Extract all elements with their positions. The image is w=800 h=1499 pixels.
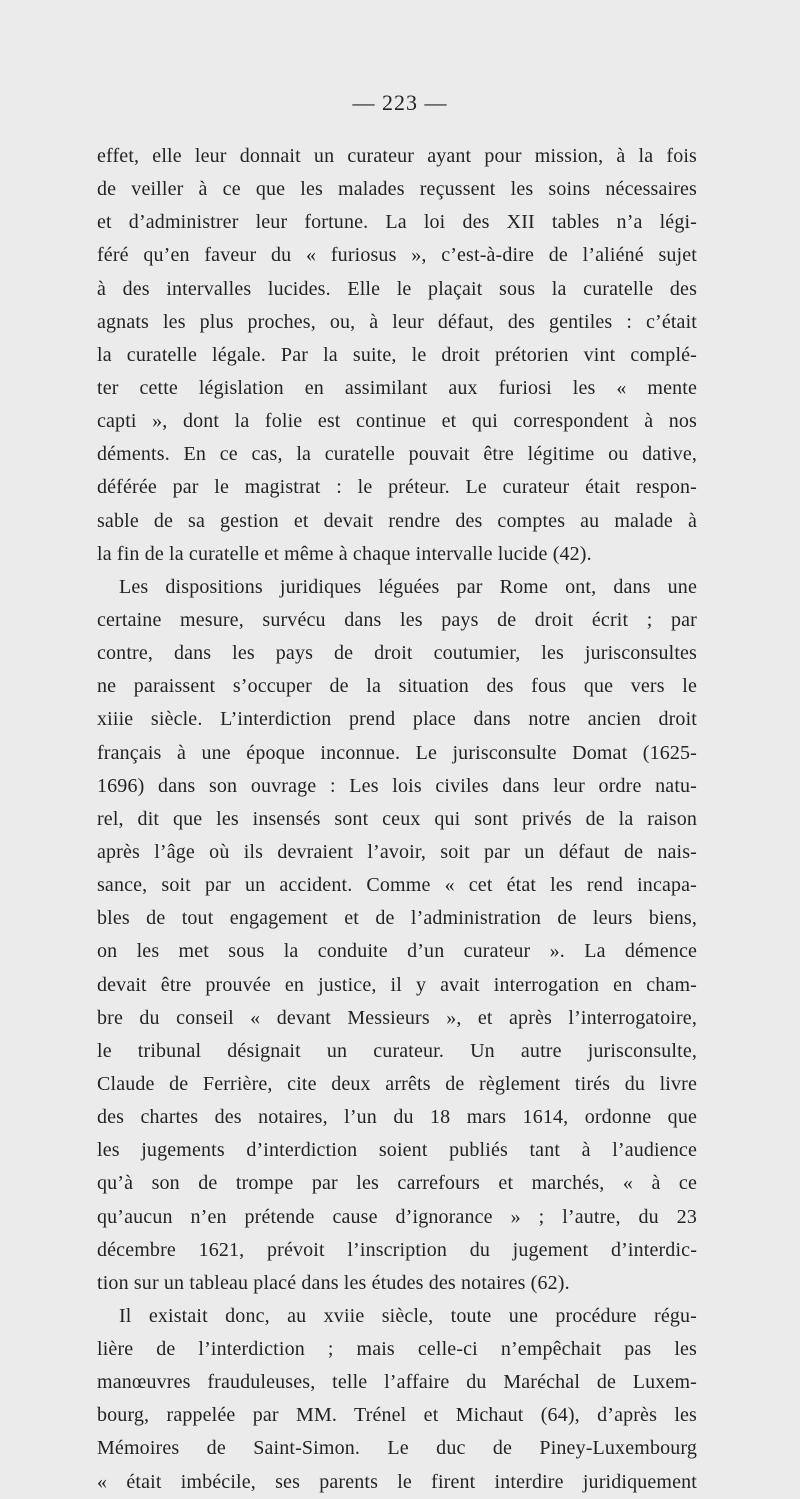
text-line: qu’à son de trompe par les carrefours et marchés, « à ce [97, 1172, 697, 1195]
text-line: manœuvres frauduleuses, telle l’affaire du Maréchal de Luxem- [97, 1371, 697, 1394]
text-line: après l’âge où ils devraient l’avoir, soit par un défaut de nais- [97, 840, 697, 863]
text-line: « était imbécile, ses parents le firent interdire juridiquement [97, 1470, 697, 1493]
text-line: capti », dont la folie est continue et qui correspondent à nos [97, 410, 697, 433]
text-line: certaine mesure, survécu dans les pays de droit écrit ; par [97, 608, 697, 631]
text-line: on les met sous la conduite d’un curateur ». La démence [97, 940, 697, 963]
text-line: bourg, rappelée par MM. Trénel et Michaut (64), d’après les [97, 1404, 697, 1427]
text-line: féré qu’en faveur du « furiosus », c’est-à-dire de l’aliéné sujet [97, 244, 697, 267]
text-line: sable de sa gestion et devait rendre des comptes au malade à [97, 509, 697, 532]
text-line: Il existait donc, au xviie siècle, toute une procédure régu- [119, 1304, 697, 1327]
text-line: français à une époque inconnue. Le jurisconsulte Domat (1625- [97, 741, 697, 764]
text-line: et d’administrer leur fortune. La loi des XII tables n’a légi- [97, 211, 697, 234]
text-line: devait être prouvée en justice, il y avait interrogation en cham- [97, 973, 697, 996]
text-line: qu’aucun n’en prétende cause d’ignorance » ; l’autre, du 23 [97, 1205, 697, 1228]
text-line: des chartes des notaires, l’un du 18 mars 1614, ordonne que [97, 1106, 697, 1129]
text-line: 1696) dans son ouvrage : Les lois civiles dans leur ordre natu- [97, 774, 697, 797]
text-line: rel, dit que les insensés sont ceux qui sont privés de la raison [97, 807, 697, 830]
text-line: Les dispositions juridiques léguées par Rome ont, dans une [119, 575, 697, 598]
text-line: bles de tout engagement et de l’administration de leurs biens, [97, 907, 697, 930]
text-line: ter cette législation en assimilant aux furiosi les « mente [97, 376, 697, 399]
text-line: bre du conseil « devant Messieurs », et après l’interrogatoire, [97, 1006, 697, 1029]
text-line: le tribunal désignait un curateur. Un autre jurisconsulte, [97, 1039, 697, 1062]
text-line: ne paraissent s’occuper de la situation des fous que vers le [97, 675, 697, 698]
text-line: à des intervalles lucides. Elle le plaçait sous la curatelle des [97, 277, 697, 300]
text-line: déférée par le magistrat : le préteur. Le curateur était respon- [97, 476, 697, 499]
body-text [97, 140, 697, 1499]
text-line: agnats les plus proches, ou, à leur défaut, des gentiles : c’était [97, 310, 697, 333]
text-line: xiiie siècle. L’interdiction prend place dans notre ancien droit [97, 708, 697, 731]
text-line: les jugements d’interdiction soient publiés tant à l’audience [97, 1139, 697, 1162]
text-line: tion sur un tableau placé dans les études des notaires (62). [97, 1271, 570, 1294]
text-line: Claude de Ferrière, cite deux arrêts de règlement tirés du livre [97, 1072, 697, 1095]
text-line: la fin de la curatelle et même à chaque intervalle lucide (42). [97, 542, 592, 565]
text-line: Mémoires de Saint-Simon. Le duc de Piney-Luxembourg [97, 1437, 697, 1460]
text-line: la curatelle légale. Par la suite, le droit prétorien vint complé- [97, 343, 697, 366]
text-line: contre, dans les pays de droit coutumier, les jurisconsultes [97, 642, 697, 665]
text-line: déments. En ce cas, la curatelle pouvait être légitime ou dative, [97, 443, 697, 466]
text-line: de veiller à ce que les malades reçussent les soins nécessaires [97, 178, 697, 201]
text-line: décembre 1621, prévoit l’inscription du jugement d’interdic- [97, 1238, 697, 1261]
text-line: effet, elle leur donnait un curateur ayant pour mission, à la fois [97, 145, 697, 167]
page-number: — 223 — [352, 90, 448, 115]
text-line: sance, soit par un accident. Comme « cet état les rend incapa- [97, 874, 697, 897]
text-line: lière de l’interdiction ; mais celle-ci n’empêchait pas les [97, 1338, 697, 1361]
